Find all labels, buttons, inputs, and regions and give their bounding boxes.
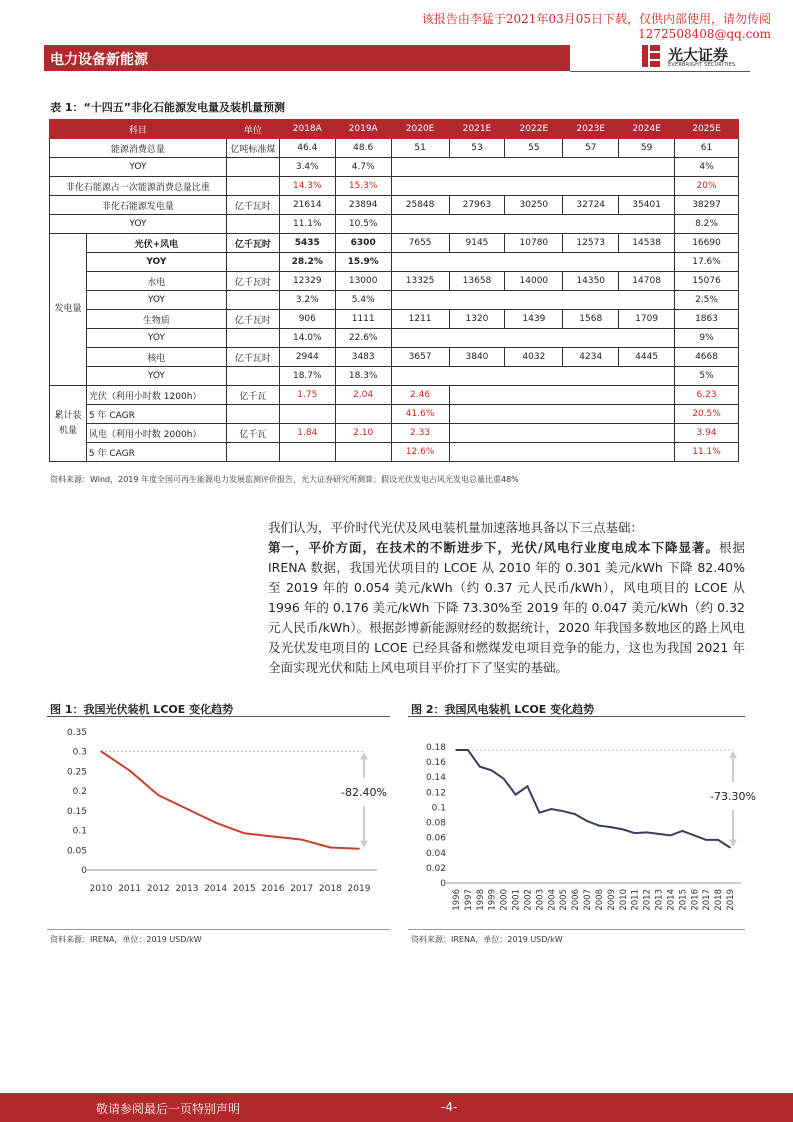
table-cell (391, 329, 674, 348)
data-point (467, 749, 469, 751)
table-cell: 28.2% (279, 253, 335, 272)
company-logo (640, 44, 750, 70)
figure2-source: 资料来源：IRENA，单位：2019 USD/kW (411, 935, 563, 944)
row-unit: 亿千瓦时 (226, 196, 279, 215)
data-point (670, 835, 672, 837)
data-point (527, 785, 529, 787)
row-group-label: 发电量 (50, 234, 87, 386)
table-cell: 18.3% (335, 367, 391, 386)
y-tick-label: 0.35 (66, 728, 87, 738)
table-row (50, 310, 739, 329)
logo-text-en: EVERBRIGHT SECURITIES (668, 62, 736, 68)
table-cell: 14708 (619, 272, 675, 291)
row-unit (226, 405, 279, 424)
x-tick-label: 2011 (118, 884, 142, 894)
table-cell: 14.0% (279, 329, 335, 348)
figure1-source: 资料来源：IRENA，单位：2019 USD/kW (50, 935, 202, 944)
table-cell: 15.9% (335, 253, 391, 272)
x-tick-label: 1999 (487, 889, 498, 911)
table-cell: 11.1% (279, 215, 335, 234)
table-cell: 3.4% (279, 158, 335, 177)
table-row (50, 405, 739, 424)
table-cell: 3.94 (675, 424, 739, 443)
table-cell: 2.04 (335, 386, 391, 405)
data-point (479, 766, 481, 768)
arrow-head-up (729, 751, 737, 758)
x-tick-label: 2008 (594, 889, 605, 911)
table-cell: 4668 (675, 348, 739, 367)
data-point (539, 812, 541, 814)
table-cell: 59 (619, 139, 675, 158)
data-point (272, 836, 274, 838)
table-cell: 2.5% (675, 291, 739, 310)
data-point (100, 751, 102, 753)
arrow-head-up (360, 752, 368, 759)
figure1-bottom-divider (47, 929, 390, 930)
x-tick-label: 2017 (702, 889, 713, 911)
table-cell: 5% (675, 367, 739, 386)
column-header: 单位 (226, 120, 279, 139)
footer-notice: 敬请参阅最后一页特别声明 (96, 1102, 241, 1116)
table-cell (391, 367, 674, 386)
x-tick-label: 2019 (726, 889, 736, 911)
table-cell: 4032 (505, 348, 563, 367)
table-row (50, 177, 739, 196)
y-tick-label: 0.16 (425, 758, 446, 769)
x-tick-label: 1998 (475, 889, 486, 911)
table-row (50, 386, 739, 405)
column-header: 2020E (391, 120, 449, 139)
y-tick-label: 0.3 (72, 747, 87, 758)
data-point (158, 794, 160, 796)
x-tick-label: 2012 (146, 884, 170, 894)
x-tick-label: 2010 (618, 889, 629, 911)
data-point (562, 810, 564, 812)
wind-lcoe-chart (408, 720, 756, 925)
data-point (330, 847, 332, 849)
table-cell: 13325 (391, 272, 449, 291)
x-tick-label: 2000 (499, 889, 510, 911)
table-cell (449, 386, 675, 405)
figure1-title: 图 1：我国光伏装机 LCOE 变化趋势 (50, 703, 234, 716)
row-unit (226, 253, 279, 272)
x-tick-label: 2003 (535, 889, 546, 911)
y-tick-label: 0 (440, 879, 446, 889)
x-tick-label: 2018 (714, 889, 725, 911)
x-tick-label: 2007 (583, 889, 594, 911)
download-watermark: 该报告由李猛于2021年03月05日下载，仅供内部使用，请勿传阅 (421, 12, 771, 26)
table-row (50, 367, 739, 386)
data-point (586, 820, 588, 822)
data-point (646, 832, 648, 834)
row-unit: 亿千瓦时 (226, 234, 279, 253)
row-label: 非化石能源发电量 (50, 196, 227, 215)
table-cell: 1.75 (279, 386, 335, 405)
table-cell: 14350 (563, 272, 619, 291)
table-cell: 1863 (675, 310, 739, 329)
table-cell (335, 405, 391, 424)
x-tick-label: 2006 (571, 889, 582, 911)
table-cell: 10780 (505, 234, 563, 253)
series-line (456, 750, 730, 848)
table-cell: 16690 (675, 234, 739, 253)
row-label: 非化石能源占一次能源消费总量比重 (50, 177, 227, 196)
row-label: 生物质 (86, 310, 226, 329)
data-point (129, 770, 131, 772)
row-unit: 亿千瓦时 (226, 272, 279, 291)
data-point (551, 808, 553, 810)
table-title: 表 1：“十四五”非化石能源发电量及装机量预测 (50, 101, 285, 114)
row-label: 能源消费总量 (50, 139, 227, 158)
table-cell: 38297 (675, 196, 739, 215)
table-cell: 57 (563, 139, 619, 158)
pv-lcoe-chart (47, 720, 392, 920)
table-cell: 41.6% (391, 405, 449, 424)
x-tick-label: 2011 (630, 889, 641, 911)
x-tick-label: 2016 (690, 889, 701, 911)
column-header: 2021E (449, 120, 505, 139)
data-point (455, 749, 457, 751)
row-label: 光伏（利用小时数 1200h） (86, 386, 226, 405)
row-unit (226, 443, 279, 462)
table-cell: 11.1% (675, 443, 739, 462)
y-tick-label: 0.02 (425, 863, 446, 874)
table-row (50, 215, 739, 234)
x-tick-label: 2015 (678, 889, 689, 911)
table-cell: 1320 (449, 310, 505, 329)
data-point (244, 833, 246, 835)
row-unit: 亿吨标准煤 (226, 139, 279, 158)
data-point (598, 825, 600, 827)
section-title: 电力设备新能源 (50, 52, 148, 68)
column-header: 2022E (505, 120, 563, 139)
table-cell: 14538 (619, 234, 675, 253)
table-header-row (50, 120, 739, 139)
table-cell: 2944 (279, 348, 335, 367)
y-tick-label: 0.1 (431, 803, 446, 814)
data-point (215, 822, 217, 824)
table-cell: 2.33 (391, 424, 449, 443)
table-cell: 10.5% (335, 215, 391, 234)
table-cell: 5435 (279, 234, 335, 253)
row-label: 5 年 CAGR (86, 405, 226, 424)
table-cell: 9% (675, 329, 739, 348)
row-label: 水电 (86, 272, 226, 291)
x-tick-label: 2010 (89, 884, 113, 894)
table-cell: 3840 (449, 348, 505, 367)
table-row (50, 158, 739, 177)
figure2-bottom-divider (408, 929, 745, 930)
data-point (693, 835, 695, 837)
row-unit (226, 291, 279, 310)
data-point (515, 794, 517, 796)
row-unit (226, 215, 279, 234)
table-cell: 3483 (335, 348, 391, 367)
x-tick-label: 2002 (523, 889, 534, 911)
x-tick-label: 2017 (290, 884, 314, 894)
table-cell: 2.10 (335, 424, 391, 443)
column-header: 2024E (619, 120, 675, 139)
data-point (622, 829, 624, 831)
table-row (50, 139, 739, 158)
y-tick-label: 0.04 (425, 848, 446, 859)
y-tick-label: 0.25 (66, 767, 87, 778)
table-cell (279, 405, 335, 424)
table-cell: 20% (675, 177, 739, 196)
body-point1-lead: 第一，平价方面，在技术的不断进步下，光伏/风电行业度电成本下降显著。 (268, 540, 719, 555)
x-tick-label: 2005 (559, 889, 570, 911)
table-cell: 13658 (449, 272, 505, 291)
table-cell: 4234 (563, 348, 619, 367)
x-tick-label: 2013 (175, 884, 199, 894)
data-point (634, 832, 636, 834)
table-cell: 4.7% (335, 158, 391, 177)
y-tick-label: 0.1 (72, 826, 87, 837)
row-unit (226, 329, 279, 348)
table-cell (391, 215, 674, 234)
y-tick-label: 0.05 (66, 846, 87, 857)
x-tick-label: 2014 (204, 884, 228, 894)
header-divider (570, 71, 750, 72)
x-tick-label: 2012 (642, 889, 653, 911)
x-tick-label: 1996 (452, 889, 462, 911)
body-point1 (268, 538, 745, 678)
data-point (301, 839, 303, 841)
table-source: 资料来源：Wind，2019 年度全国可再生能源电力发展监测评价报告，光大证券研究所测算；假设光伏发电占风光发电总量比重48% (50, 475, 519, 484)
data-point (574, 813, 576, 815)
row-unit: 亿千瓦时 (226, 348, 279, 367)
body-point1-text: 根据 IRENA 数据，我国光伏项目的 LCOE 从 2010 年的 0.301 美元/kWh 下降 82.40%至 2019 年的 0.054 美元/kWh（约 0.37 元人民币/kWh），风电项目的 LCOE 从 1996 年的 0.176 美元/kWh 下降 73.30%至 2019 年的 0.047 美元/kWh（约 0.32 元人民币/kWh）。根据彭博新能源财经的数据统计，2020 年我国多数地区的路上风电及光伏发电项目的 LCOE 已经具备和燃煤发电项目竞争的能力，这也为我国 2021 年全面实现光伏和陆上风电项目平价打下了坚实的基础。 (268, 540, 745, 675)
x-tick-label: 2016 (261, 884, 285, 894)
y-tick-label: 0.14 (425, 773, 446, 784)
table-cell: 12573 (563, 234, 619, 253)
row-unit: 亿千瓦 (226, 424, 279, 443)
column-header: 2018A (279, 120, 335, 139)
x-tick-label: 2014 (666, 889, 677, 911)
table-row (50, 291, 739, 310)
row-unit: 亿千瓦 (226, 386, 279, 405)
table-cell (335, 443, 391, 462)
body-intro: 我们认为，平价时代光伏及风电装机量加速落地具备以下三点基础： (268, 520, 644, 535)
data-point (503, 778, 505, 780)
page-number: -4- (441, 1100, 458, 1114)
data-point (186, 808, 188, 810)
arrow-head-down (360, 841, 368, 848)
table-cell: 27963 (449, 196, 505, 215)
table-cell (449, 443, 675, 462)
x-tick-label: 2015 (232, 884, 256, 894)
table-cell: 22.6% (335, 329, 391, 348)
y-tick-label: 0.15 (66, 806, 87, 817)
y-tick-label: 0.06 (425, 833, 446, 844)
data-point (729, 847, 731, 849)
table-cell: 25848 (391, 196, 449, 215)
row-unit (226, 177, 279, 196)
row-label: YOY (86, 291, 226, 310)
figure2-title: 图 2：我国风电装机 LCOE 变化趋势 (411, 703, 595, 716)
table-cell: 15.3% (335, 177, 391, 196)
x-tick-label: 2009 (606, 889, 617, 911)
table-cell: 61 (675, 139, 739, 158)
table-row (50, 424, 739, 443)
table-cell: 2.46 (391, 386, 449, 405)
table-cell: 15076 (675, 272, 739, 291)
y-tick-label: 0.12 (425, 788, 446, 799)
table-cell (391, 177, 674, 196)
data-point (682, 830, 684, 832)
table-cell: 21614 (279, 196, 335, 215)
figure2-divider (408, 716, 745, 717)
table-row (50, 272, 739, 291)
column-header: 2025E (675, 120, 739, 139)
row-group-label: 累计装机量 (50, 386, 87, 462)
table-cell (279, 443, 335, 462)
table-cell: 13000 (335, 272, 391, 291)
table-row (50, 196, 739, 215)
x-tick-label: 2019 (347, 884, 371, 894)
data-point (717, 839, 719, 841)
row-unit: 亿千瓦时 (226, 310, 279, 329)
table-cell: 23894 (335, 196, 391, 215)
change-annotation: -73.30% (710, 790, 756, 803)
table-cell: 3.2% (279, 291, 335, 310)
row-label: YOY (86, 253, 226, 272)
table-cell (391, 253, 674, 272)
everbright-logo-icon (640, 44, 662, 68)
table-cell: 3657 (391, 348, 449, 367)
table-cell: 7655 (391, 234, 449, 253)
table-cell: 46.4 (279, 139, 335, 158)
row-label: 光伏+风电 (86, 234, 226, 253)
x-tick-label: 2004 (547, 889, 558, 911)
table-cell: 906 (279, 310, 335, 329)
column-header: 科目 (50, 120, 227, 139)
table-cell: 1568 (563, 310, 619, 329)
table-cell (391, 158, 674, 177)
table-cell (449, 405, 675, 424)
row-unit (226, 367, 279, 386)
data-point (358, 848, 360, 850)
table-cell: 53 (449, 139, 505, 158)
table-row (50, 348, 739, 367)
y-tick-label: 0.2 (72, 787, 87, 798)
table-cell: 9145 (449, 234, 505, 253)
table-cell: 35401 (619, 196, 675, 215)
row-label: YOY (50, 215, 227, 234)
data-point (705, 839, 707, 841)
table-cell: 18.7% (279, 367, 335, 386)
change-annotation: -82.40% (341, 786, 387, 799)
y-tick-label: 0 (81, 866, 87, 876)
table-cell: 1211 (391, 310, 449, 329)
table-cell: 1439 (505, 310, 563, 329)
table-row (50, 253, 739, 272)
table-cell: 14.3% (279, 177, 335, 196)
row-label: YOY (86, 329, 226, 348)
row-label: 核电 (86, 348, 226, 367)
table-cell: 30250 (505, 196, 563, 215)
row-unit (226, 158, 279, 177)
data-point (491, 770, 493, 772)
table-cell: 8.2% (675, 215, 739, 234)
table-cell: 14000 (505, 272, 563, 291)
arrow-head-down (729, 839, 737, 846)
figure1-divider (47, 716, 390, 717)
table-cell: 48.6 (335, 139, 391, 158)
row-label: YOY (86, 367, 226, 386)
table-cell (449, 424, 675, 443)
table-row (50, 329, 739, 348)
data-point (658, 833, 660, 835)
x-tick-label: 1997 (463, 889, 474, 911)
logo-text-cn: 光大证券 (668, 46, 729, 64)
table-row (50, 234, 739, 253)
table-cell: 51 (391, 139, 449, 158)
y-tick-label: 0.18 (425, 743, 446, 753)
table-cell (391, 291, 674, 310)
x-tick-label: 2018 (318, 884, 342, 894)
x-tick-label: 2001 (511, 889, 522, 911)
series-line (101, 751, 359, 848)
data-point (610, 826, 612, 828)
row-label: 风电（利用小时数 2000h） (86, 424, 226, 443)
row-label: YOY (50, 158, 227, 177)
x-tick-label: 2013 (654, 889, 665, 911)
table-cell: 4% (675, 158, 739, 177)
table-cell: 6.23 (675, 386, 739, 405)
table-cell: 5.4% (335, 291, 391, 310)
table-cell: 55 (505, 139, 563, 158)
table-cell: 4445 (619, 348, 675, 367)
table-cell: 20.5% (675, 405, 739, 424)
column-header: 2019A (335, 120, 391, 139)
table-cell: 32724 (563, 196, 619, 215)
table-cell: 17.6% (675, 253, 739, 272)
download-watermark-email: 1272508408@qq.com (638, 27, 771, 41)
table-cell: 12.6% (391, 443, 449, 462)
table-cell: 1.84 (279, 424, 335, 443)
table-cell: 6300 (335, 234, 391, 253)
table-row (50, 443, 739, 462)
table-cell: 1111 (335, 310, 391, 329)
y-tick-label: 0.08 (425, 818, 446, 829)
column-header: 2023E (563, 120, 619, 139)
table-cell: 1709 (619, 310, 675, 329)
row-label: 5 年 CAGR (86, 443, 226, 462)
forecast-table (49, 119, 739, 462)
table-cell: 12329 (279, 272, 335, 291)
